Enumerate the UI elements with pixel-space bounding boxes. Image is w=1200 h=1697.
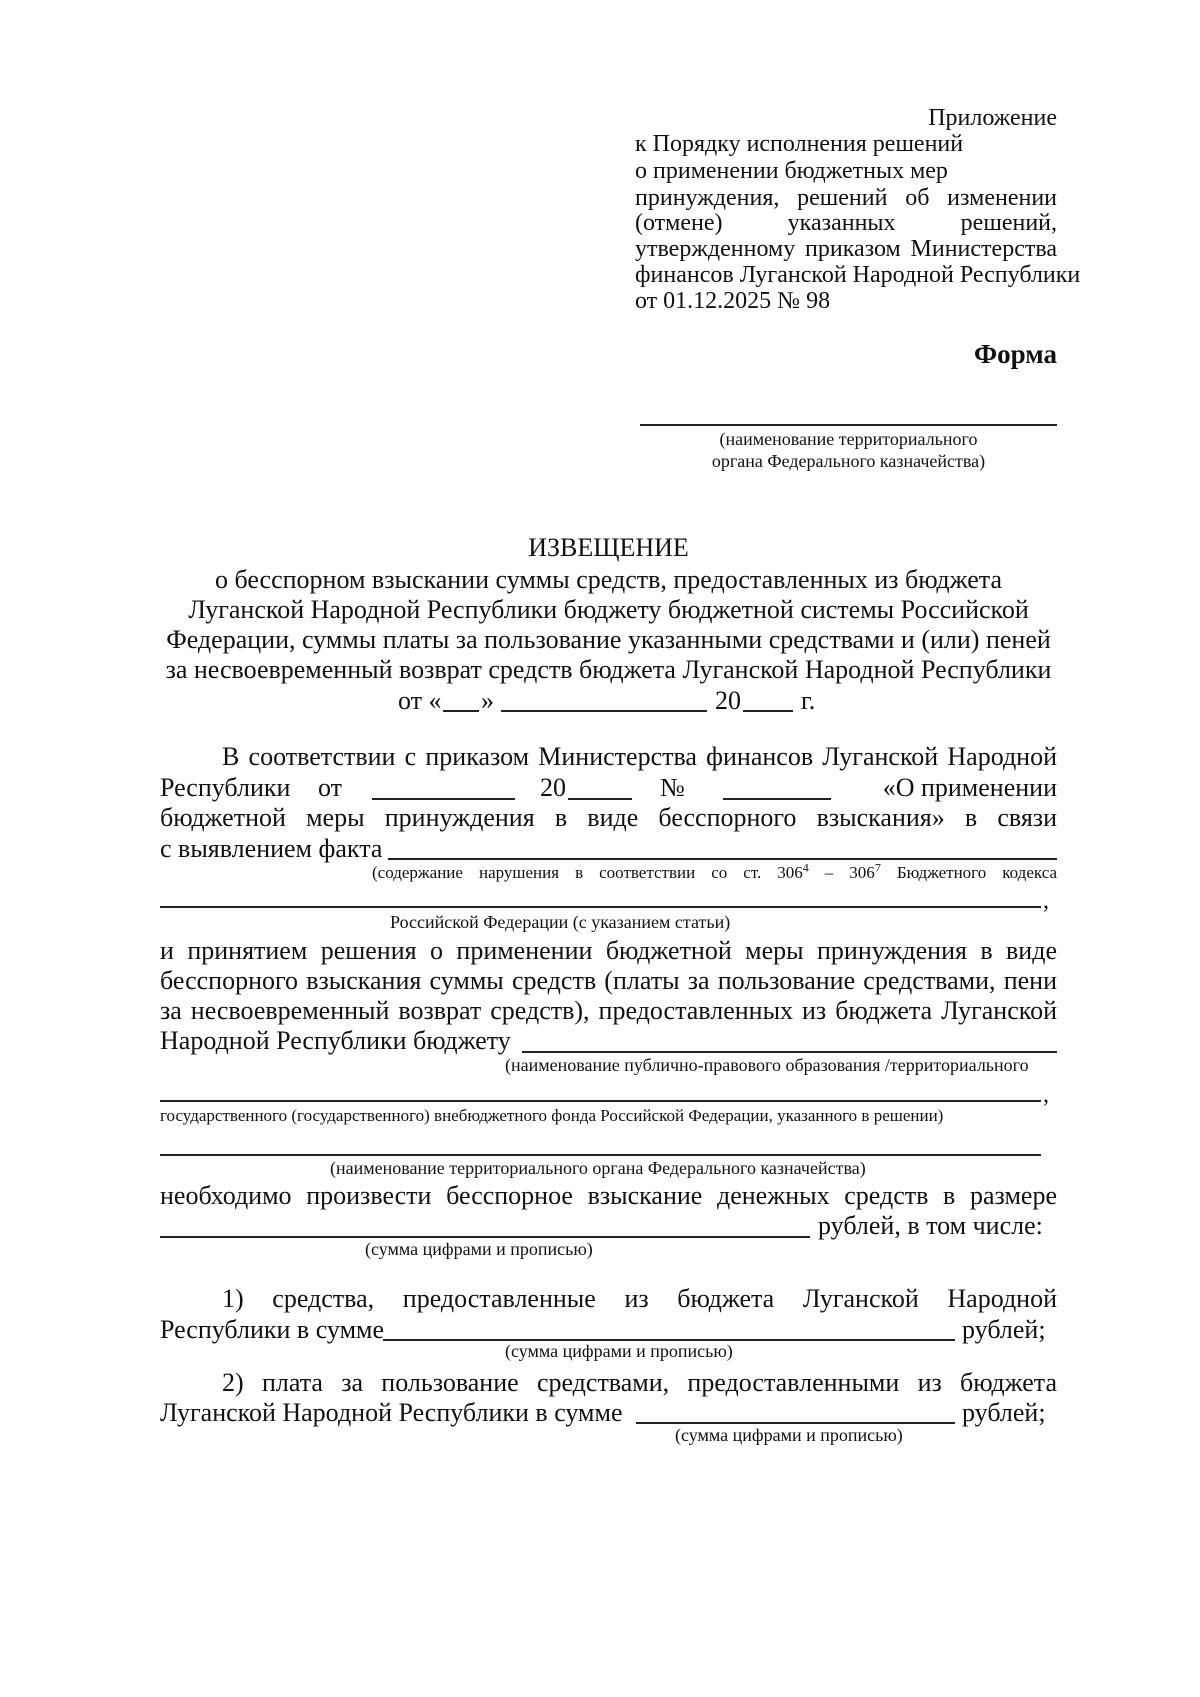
date-year-field[interactable] (743, 710, 793, 712)
body-text: с выявлением факта (160, 834, 383, 863)
item-line: 1) средства, предоставленные из бюджета Луганской Народной (222, 1284, 1057, 1313)
appendix-line: принуждения, решений об изменении (635, 185, 1057, 211)
body-paragraph-line: В соответствии с приказом Министерства финансов Луганской Народной (222, 742, 1057, 771)
body-paragraph-line: необходимо произвести бесспорное взыскание денежных средств в размере (160, 1181, 1057, 1210)
body-text: рублей; (962, 1398, 1046, 1427)
violation-caption: (содержание нарушения в соответствии со ст. $306^4 - 306^7$ Бюджетного кодекса (372, 860, 1057, 882)
appendix-line: финансов Луганской Народной Республики (635, 262, 1081, 288)
treasury-caption: (наименование территориального органа Федерального казначейства) (330, 1158, 866, 1178)
recipient-field[interactable] (640, 424, 1057, 426)
appendix-date: от 01.12.2025 № 98 (635, 288, 831, 314)
body-text: «О применении (882, 773, 1057, 802)
form-label: Форма (973, 339, 1057, 369)
appendix-line: утвержденному приказом Министерства (635, 236, 1057, 262)
violation-field-2[interactable] (160, 906, 1041, 908)
title-line: о бесспорном взыскании суммы средств, предоставленных из бюджета (214, 565, 1002, 594)
violation-caption-2: Российской Федерации (с указанием статьи) (390, 912, 731, 932)
treasury-field[interactable] (160, 1154, 1041, 1156)
order-year-field[interactable] (568, 798, 632, 800)
item-line: 2) плата за пользование средствами, предоставленными из бюджета (222, 1368, 1057, 1397)
entity-caption-2: государственного (государственного) внебюджетного фонда Российской Федерации, указанного в решении) (160, 1106, 944, 1125)
body-text: Луганской Народной Республики в сумме (160, 1398, 623, 1427)
appendix-line: (отмене) указанных решений, (635, 210, 1057, 236)
title-line: за несвоевременный возврат средств бюджета Луганской Народной Республики (165, 655, 1052, 684)
comma: , (1043, 888, 1049, 914)
comma: , (1043, 1082, 1049, 1108)
entity-caption: (наименование публично-правового образования /территориального (505, 1055, 1029, 1075)
sum-caption: (сумма цифрами и прописью) (365, 1239, 593, 1259)
appendix-label: Приложение (928, 105, 1057, 131)
appendix-line: о применении бюджетных мер (635, 158, 948, 184)
title-line: Луганской Народной Республики бюджету бюджетной системы Российской (188, 595, 1029, 624)
body-text: 20 (540, 773, 566, 802)
body-text: № (660, 773, 685, 802)
budget-entity-field-2[interactable] (160, 1100, 1041, 1102)
body-paragraph-line: бесспорного взыскания суммы средств (платы за пользование средствами, пени (160, 966, 1057, 995)
recipient-caption: органа Федерального казначейства) (711, 451, 986, 471)
body-text: Республики (160, 773, 291, 802)
date-month-field[interactable] (501, 710, 707, 712)
date-prefix: от « (398, 686, 442, 715)
sum-caption: (сумма цифрами и прописью) (675, 1425, 903, 1445)
appendix-line: к Порядку исполнения решений (635, 131, 964, 157)
title-line: Федерации, суммы платы за пользование указанными средствами и (или) пеней (166, 625, 1051, 654)
sum-caption: (сумма цифрами и прописью) (505, 1341, 733, 1361)
date-year-prefix: 20 (715, 686, 741, 715)
date-day-field[interactable] (443, 710, 479, 712)
body-paragraph-line: и принятием решения о применении бюджетной меры принуждения в виде (160, 936, 1057, 965)
document-title: ИЗВЕЩЕНИЕ (528, 533, 689, 562)
body-text: рублей; (962, 1315, 1046, 1344)
violation-field[interactable] (388, 858, 1057, 860)
body-text: рублей, в том числе: (818, 1211, 1043, 1240)
order-number-field[interactable] (723, 798, 831, 800)
date-quote-close: » (481, 686, 494, 715)
body-paragraph-line: за несвоевременный возврат средств), предоставленных из бюджета Луганской (160, 996, 1057, 1025)
recipient-caption: (наименование территориального (719, 429, 978, 449)
body-text: от (318, 773, 343, 802)
body-text: Народной Республики бюджету (160, 1026, 511, 1055)
budget-entity-field[interactable] (522, 1051, 1057, 1053)
order-date-field[interactable] (372, 798, 515, 800)
body-paragraph-line: бюджетной меры принуждения в виде бесспорного взыскания» в связи (160, 803, 1057, 832)
date-year-suffix: г. (801, 686, 816, 715)
body-text: Республики в сумме (160, 1315, 385, 1344)
